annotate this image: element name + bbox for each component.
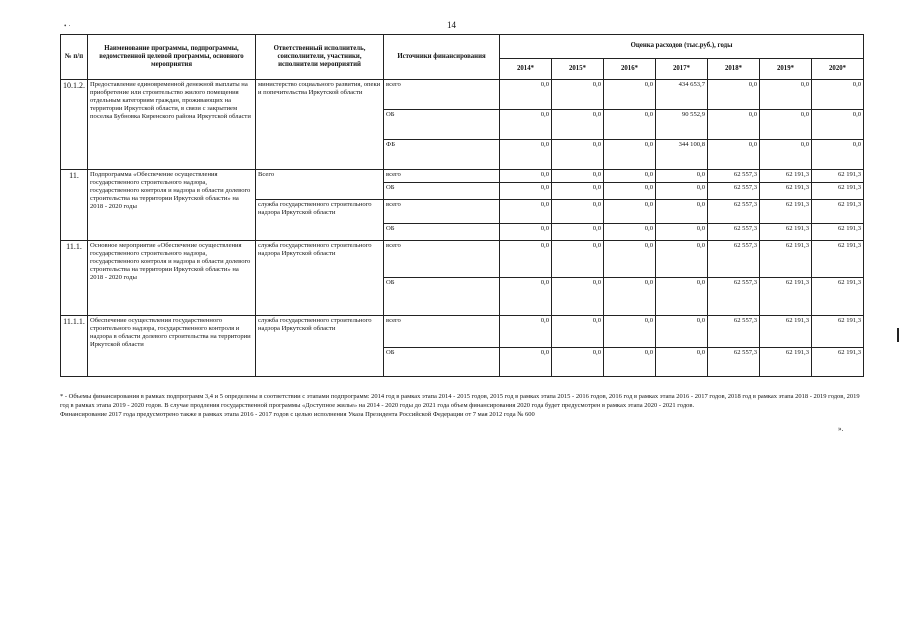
amount-cell: 90 552,9: [656, 110, 708, 140]
header-year: 2018*: [708, 59, 760, 80]
row-number: 11.: [61, 170, 88, 241]
amount-cell: 0,0: [552, 170, 604, 183]
funding-source: всего: [384, 200, 500, 224]
amount-cell: 0,0: [604, 80, 656, 110]
page-number: 14: [447, 20, 456, 30]
amount-cell: 0,0: [500, 241, 552, 278]
amount-cell: 0,0: [552, 316, 604, 348]
amount-cell: 62 557,3: [708, 200, 760, 224]
amount-cell: 0,0: [604, 170, 656, 183]
header-sources: Источники финансирования: [384, 35, 500, 80]
amount-cell: 0,0: [708, 140, 760, 170]
funding-source: ОБ: [384, 183, 500, 200]
amount-cell: 0,0: [552, 200, 604, 224]
corner-mark: • ·: [64, 22, 71, 30]
row-name: Подпрограмма «Обеспечение осуществления государственного строительного надзора, государственного контроля и надзора в области долевого строительства на территории Иркутской области» на 2018 - 2020 годы: [88, 170, 256, 241]
amount-cell: 0,0: [656, 170, 708, 183]
amount-cell: 0,0: [812, 110, 864, 140]
row-name: Предоставление единовременной денежной выплаты на приобретение или строительство жилого помещения отдельным категориям граждан, проживающих на территории Иркутской области, в связи с закрытием поселка Бубновка Киренского района Иркутской области: [88, 80, 256, 170]
amount-cell: 0,0: [656, 278, 708, 316]
amount-cell: 62 191,3: [760, 316, 812, 348]
funding-source: ОБ: [384, 224, 500, 241]
funding-source: всего: [384, 80, 500, 110]
amount-cell: 62 557,3: [708, 348, 760, 377]
amount-cell: 0,0: [604, 241, 656, 278]
amount-cell: 62 557,3: [708, 170, 760, 183]
amount-cell: 62 557,3: [708, 183, 760, 200]
amount-cell: 0,0: [500, 140, 552, 170]
header-year: 2017*: [656, 59, 708, 80]
amount-cell: 0,0: [604, 278, 656, 316]
budget-table: [60, 34, 864, 377]
amount-cell: 62 191,3: [760, 183, 812, 200]
amount-cell: 0,0: [656, 224, 708, 241]
funding-source: всего: [384, 316, 500, 348]
amount-cell: 62 557,3: [708, 241, 760, 278]
row-name: Основное мероприятие «Обеспечение осуществления государственного строительного надзора, государственного контроля и надзора в области долевого строительства на территории Иркутской области» на 2018 - 2020 годы: [88, 241, 256, 316]
funding-source: ОБ: [384, 110, 500, 140]
amount-cell: 0,0: [760, 110, 812, 140]
footnote-2017: Финансирование 2017 года предусмотрено также в рамках этапа 2016 - 2017 годов с целью исполнения Указа Президента Российской Федерации от 7 мая 2012 года № 600: [60, 410, 535, 418]
amount-cell: 0,0: [552, 80, 604, 110]
amount-cell: 0,0: [604, 140, 656, 170]
amount-cell: 62 191,3: [812, 241, 864, 278]
amount-cell: 62 191,3: [812, 200, 864, 224]
amount-cell: 0,0: [500, 200, 552, 224]
closing-quote-mark: ».: [838, 425, 844, 433]
amount-cell: 0,0: [552, 348, 604, 377]
amount-cell: 62 557,3: [708, 316, 760, 348]
amount-cell: 62 191,3: [812, 278, 864, 316]
table-row: [61, 170, 864, 183]
amount-cell: 62 191,3: [760, 170, 812, 183]
amount-cell: 0,0: [552, 110, 604, 140]
header-executor: Ответственный исполнитель, соисполнители, участники, исполнители мероприятий: [256, 35, 384, 80]
amount-cell: 0,0: [500, 348, 552, 377]
amount-cell: 0,0: [500, 278, 552, 316]
header-num: № п/п: [61, 35, 88, 80]
amount-cell: 0,0: [500, 316, 552, 348]
amount-cell: 0,0: [708, 80, 760, 110]
amount-cell: 0,0: [656, 200, 708, 224]
table-row: [61, 241, 864, 278]
amount-cell: 0,0: [656, 316, 708, 348]
amount-cell: 62 191,3: [760, 241, 812, 278]
funding-source: ОБ: [384, 348, 500, 377]
amount-cell: 62 557,3: [708, 224, 760, 241]
table-row: [61, 80, 864, 110]
amount-cell: 0,0: [656, 348, 708, 377]
header-estimate: Оценка расходов (тыс.руб.), годы: [500, 35, 864, 59]
amount-cell: 0,0: [552, 241, 604, 278]
edge-mark: [897, 328, 899, 342]
row-number: 10.1.2.: [61, 80, 88, 170]
header-year: 2015*: [552, 59, 604, 80]
row-number: 11.1.: [61, 241, 88, 316]
header-year: 2016*: [604, 59, 656, 80]
amount-cell: 62 191,3: [760, 224, 812, 241]
amount-cell: 0,0: [760, 140, 812, 170]
amount-cell: 0,0: [604, 183, 656, 200]
amount-cell: 0,0: [604, 200, 656, 224]
row-executor: министерство социального развития, опеки и попечительства Иркутской области: [256, 80, 384, 170]
footnotes: [60, 393, 870, 419]
table-row: [61, 316, 864, 348]
amount-cell: 62 191,3: [760, 200, 812, 224]
amount-cell: 62 191,3: [760, 348, 812, 377]
amount-cell: 62 191,3: [760, 278, 812, 316]
amount-cell: 0,0: [656, 241, 708, 278]
amount-cell: 0,0: [500, 110, 552, 140]
amount-cell: 344 100,8: [656, 140, 708, 170]
funding-source: ОБ: [384, 278, 500, 316]
amount-cell: 0,0: [708, 110, 760, 140]
amount-cell: 0,0: [812, 80, 864, 110]
funding-source: ФБ: [384, 140, 500, 170]
amount-cell: 0,0: [500, 183, 552, 200]
amount-cell: 62 191,3: [812, 224, 864, 241]
amount-cell: 0,0: [604, 110, 656, 140]
row-executor: служба государственного строительного надзора Иркутской области: [256, 316, 384, 377]
row-executor: служба государственного строительного надзора Иркутской области: [256, 241, 384, 316]
amount-cell: 0,0: [552, 278, 604, 316]
row-number: 11.1.1.: [61, 316, 88, 377]
row-name: Обеспечение осуществления государственного строительного надзора, государственного контроля и надзора в области долевого строительства на территории Иркутской области: [88, 316, 256, 377]
amount-cell: 62 191,3: [812, 170, 864, 183]
amount-cell: 0,0: [760, 80, 812, 110]
header-year: 2020*: [812, 59, 864, 80]
header-year: 2014*: [500, 59, 552, 80]
amount-cell: 0,0: [552, 224, 604, 241]
amount-cell: 0,0: [500, 170, 552, 183]
amount-cell: 0,0: [656, 183, 708, 200]
amount-cell: 0,0: [552, 183, 604, 200]
amount-cell: 0,0: [604, 316, 656, 348]
amount-cell: 0,0: [812, 140, 864, 170]
amount-cell: 0,0: [500, 80, 552, 110]
row-executor: Всего: [256, 170, 384, 200]
header-year: 2019*: [760, 59, 812, 80]
funding-source: всего: [384, 170, 500, 183]
row-executor: служба государственного строительного надзора Иркутской области: [256, 200, 384, 241]
amount-cell: 434 653,7: [656, 80, 708, 110]
amount-cell: 0,0: [604, 348, 656, 377]
amount-cell: 62 557,3: [708, 278, 760, 316]
header-name: Наименование программы, подпрограммы, ведомственной целевой программы, основного мероприятия: [88, 35, 256, 80]
amount-cell: 62 191,3: [812, 183, 864, 200]
amount-cell: 62 191,3: [812, 348, 864, 377]
funding-source: всего: [384, 241, 500, 278]
amount-cell: 0,0: [552, 140, 604, 170]
amount-cell: 0,0: [604, 224, 656, 241]
amount-cell: 0,0: [500, 224, 552, 241]
amount-cell: 62 191,3: [812, 316, 864, 348]
footnote-stages: * - Объемы финансирования в рамках подпрограмм 3,4 и 5 определены в соответствии с этапами подпрограмм: 2014 год в рамках этапа 2014 - 2015 годов, 2015 год в рамках этапа 2015 - 2016 годов, 2016 год в рамках этапа 2016 - 2017 годов, 2018 год в рамках этапа 2018 - 2019 годов, 2019 год в рамках этапа 2019 - 2020 годов. В случае продления государственной программы «Доступное жилье» на 2014 - 2020 годы до 2021 года объем финансирования 2020 года будет предусмотрен в рамках этапа 2020 - 2021 годов.: [60, 393, 860, 409]
